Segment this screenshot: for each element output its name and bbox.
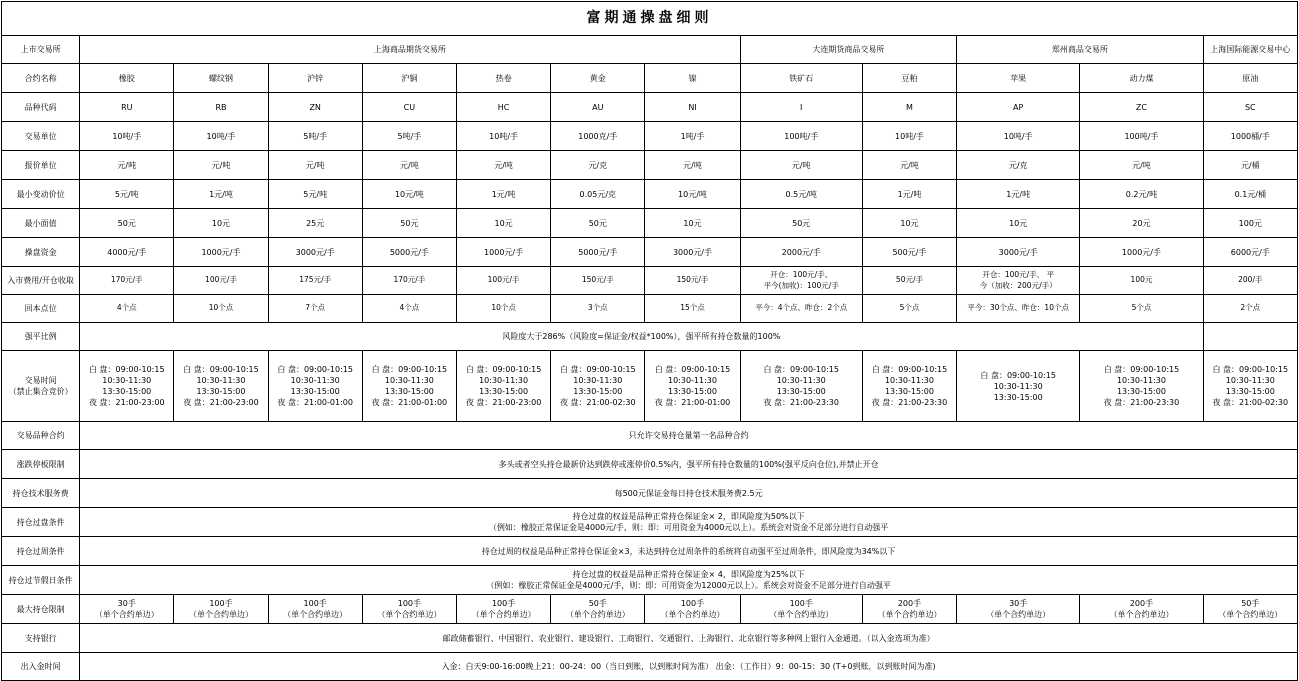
value-cell: 10元 — [645, 209, 740, 238]
value-cell: 10吨/手 — [456, 122, 550, 151]
value-cell: 元/吨 — [268, 151, 362, 180]
value-cell: 原油 — [1203, 64, 1297, 93]
value-cell: 170元/手 — [80, 267, 174, 295]
value-cell: 平今：4个点、昨仓：2个点 — [740, 295, 862, 323]
value-cell: 1元/吨 — [957, 180, 1080, 209]
value-cell: 黄金 — [551, 64, 645, 93]
value-cell: 15个点 — [645, 295, 740, 323]
value-cell: 豆粕 — [862, 64, 956, 93]
value-cell: 200手 （单个合约单边） — [862, 595, 956, 624]
value-cell: 沪锌 — [268, 64, 362, 93]
value-cell: 螺纹钢 — [174, 64, 268, 93]
value-cell: 0.5元/吨 — [740, 180, 862, 209]
overnight-row — [2, 508, 1298, 537]
quote-row — [2, 151, 1298, 180]
value-cell: 白 盘：09:00-10:15 10:30-11:30 13:30-15:00 夜 盘：21:00-01:00 — [362, 351, 456, 422]
code-row — [2, 93, 1298, 122]
service-fee-row — [2, 479, 1298, 508]
exchange-cell: 上海国际能源交易中心 — [1203, 36, 1297, 64]
value-cell: 沪铜 — [362, 64, 456, 93]
empty-cell — [1203, 323, 1297, 351]
value-cell: 2个点 — [1203, 295, 1297, 323]
value-cell: 1000元/手 — [456, 238, 550, 267]
exchange-row — [2, 36, 1298, 64]
value-cell: 1元/吨 — [174, 180, 268, 209]
value-cell: 1元/吨 — [456, 180, 550, 209]
value-cell: SC — [1203, 93, 1297, 122]
value-cell: AU — [551, 93, 645, 122]
value-cell: 元/吨 — [740, 151, 862, 180]
min-value-row — [2, 209, 1298, 238]
value-cell: 白 盘：09:00-10:15 10:30-11:30 13:30-15:00 夜 盘：21:00-23:30 — [740, 351, 862, 422]
row-label: 最大持仓限制 — [2, 595, 80, 624]
unit-row — [2, 122, 1298, 151]
value-cell: 30手 （单个合约单边） — [957, 595, 1080, 624]
value-cell: 白 盘：09:00-10:15 10:30-11:30 13:30-15:00 夜 盘：21:00-01:00 — [268, 351, 362, 422]
value-cell: 10吨/手 — [174, 122, 268, 151]
value-cell: 10元 — [957, 209, 1080, 238]
value-cell: 50元 — [80, 209, 174, 238]
value-cell: 50手 （单个合约单边） — [551, 595, 645, 624]
bank-row — [2, 624, 1298, 653]
value-cell: 20元 — [1080, 209, 1203, 238]
value-cell: 10元 — [862, 209, 956, 238]
value-cell: 30手 （单个合约单边） — [80, 595, 174, 624]
value-cell: 3000元/手 — [268, 238, 362, 267]
value-cell: 苹果 — [957, 64, 1080, 93]
value-cell: 开仓：100元/手、 平今(加收)：100元/手 — [740, 267, 862, 295]
value-cell: 白 盘：09:00-10:15 10:30-11:30 13:30-15:00 夜 盘：21:00-23:00 — [80, 351, 174, 422]
row-label: 交易单位 — [2, 122, 80, 151]
row-text: 多头或者空头持仓最新价达到跌停或涨停价0.5%内，强平所有持仓数量的100%(强平反向仓位),并禁止开仓 — [80, 450, 1298, 479]
value-cell: 100手 （单个合约单边） — [645, 595, 740, 624]
row-label: 交易品种合约 — [2, 422, 80, 450]
row-label: 强平比例 — [2, 323, 80, 351]
value-cell: 3000元/手 — [645, 238, 740, 267]
value-cell: 10吨/手 — [80, 122, 174, 151]
value-cell: 175元/手 — [268, 267, 362, 295]
row-label: 持仓过节假日条件 — [2, 566, 80, 595]
value-cell: 100手 （单个合约单边） — [740, 595, 862, 624]
value-cell: 橡胶 — [80, 64, 174, 93]
value-cell: ZC — [1080, 93, 1203, 122]
page-title: 富期通操盘细则 — [2, 2, 1298, 36]
row-label: 持仓过盘条件 — [2, 508, 80, 537]
exchange-cell: 大连期货商品交易所 — [740, 36, 956, 64]
value-cell: 50手 （单个合约单边） — [1203, 595, 1297, 624]
value-cell: 10吨/手 — [862, 122, 956, 151]
row-label: 涨跌停板限制 — [2, 450, 80, 479]
value-cell: 100元 — [1203, 209, 1297, 238]
value-cell: 10吨/手 — [957, 122, 1080, 151]
value-cell: 元/吨 — [80, 151, 174, 180]
row-label: 最小变动价位 — [2, 180, 80, 209]
value-cell: 热卷 — [456, 64, 550, 93]
breakeven-row — [2, 295, 1298, 323]
row-label: 持仓技术服务费 — [2, 479, 80, 508]
value-cell: 0.05元/克 — [551, 180, 645, 209]
value-cell: 元/吨 — [362, 151, 456, 180]
value-cell: 4000元/手 — [80, 238, 174, 267]
value-cell: 2000元/手 — [740, 238, 862, 267]
value-cell: 5吨/手 — [268, 122, 362, 151]
row-label: 回本点位 — [2, 295, 80, 323]
value-cell: 4个点 — [80, 295, 174, 323]
value-cell: 100元/手 — [456, 267, 550, 295]
value-cell: 100手 （单个合约单边） — [174, 595, 268, 624]
value-cell: 10元 — [456, 209, 550, 238]
value-cell: 100吨/手 — [740, 122, 862, 151]
row-text: 持仓过周的权益是品种正常持仓保证金×3，未达到持仓过周条件的系统将自动强平至过周条件，即风险度为34%以下 — [80, 537, 1298, 566]
value-cell: 白 盘：09:00-10:15 10:30-11:30 13:30-15:00 夜 盘：21:00-23:30 — [862, 351, 956, 422]
row-text: 入金：白天9:00-16:00晚上21：00-24：00（当日到账，以到账时间为准） 出金：（工作日）9：00-15：30 (T+0到账，以到账时间为准) — [80, 653, 1298, 681]
value-cell: 150元/手 — [551, 267, 645, 295]
value-cell: 5000元/手 — [551, 238, 645, 267]
row-label: 报价单位 — [2, 151, 80, 180]
value-cell: 0.2元/吨 — [1080, 180, 1203, 209]
holiday-row — [2, 566, 1298, 595]
funds-row — [2, 653, 1298, 681]
row-text: 邮政储蓄银行、中国银行、农业银行、建设银行、工商银行、交通银行、上海银行、北京银行等多种网上银行入金通道。（以入金选项为准） — [80, 624, 1298, 653]
value-cell: 100元 — [1080, 267, 1203, 295]
rules-sheet — [0, 1, 1299, 677]
value-cell: 白 盘：09:00-10:15 10:30-11:30 13:30-15:00 夜 盘：21:00-02:30 — [551, 351, 645, 422]
title-row — [2, 2, 1298, 36]
value-cell: 元/克 — [551, 151, 645, 180]
trading-time-row — [2, 351, 1298, 422]
value-cell: M — [862, 93, 956, 122]
exchange-cell: 上海商品期货交易所 — [80, 36, 740, 64]
max-position-row — [2, 595, 1298, 624]
row-label: 品种代码 — [2, 93, 80, 122]
product-row — [2, 422, 1298, 450]
value-cell: 200手 （单个合约单边） — [1080, 595, 1203, 624]
row-label: 最小面值 — [2, 209, 80, 238]
value-cell: 元/吨 — [174, 151, 268, 180]
value-cell: 150元/手 — [645, 267, 740, 295]
value-cell: 白 盘：09:00-10:15 10:30-11:30 13:30-15:00 夜 盘：21:00-01:00 — [645, 351, 740, 422]
row-label: 支持银行 — [2, 624, 80, 653]
row-label: 交易时间 （禁止集合竞价） — [2, 351, 80, 422]
value-cell: 3个点 — [551, 295, 645, 323]
value-cell: 3000元/手 — [957, 238, 1080, 267]
row-text: 每500元保证金每日持仓技术服务费2.5元 — [80, 479, 1298, 508]
value-cell: 25元 — [268, 209, 362, 238]
value-cell: 170元/手 — [362, 267, 456, 295]
value-cell: 10元/吨 — [645, 180, 740, 209]
value-cell: 1元/吨 — [862, 180, 956, 209]
weekend-row — [2, 537, 1298, 566]
value-cell: I — [740, 93, 862, 122]
value-cell: 5个点 — [862, 295, 956, 323]
value-cell: 元/吨 — [862, 151, 956, 180]
value-cell: 1000克/手 — [551, 122, 645, 151]
row-label: 合约名称 — [2, 64, 80, 93]
value-cell: AP — [957, 93, 1080, 122]
value-cell: 白 盘：09:00-10:15 10:30-11:30 13:30-15:00 夜 盘：21:00-23:30 — [1080, 351, 1203, 422]
value-cell: 元/克 — [957, 151, 1080, 180]
value-cell: 100吨/手 — [1080, 122, 1203, 151]
value-cell: 白 盘：09:00-10:15 10:30-11:30 13:30-15:00 夜 盘：21:00-02:30 — [1203, 351, 1297, 422]
liquidation-row — [2, 323, 1298, 351]
value-cell: 白 盘：09:00-10:15 10:30-11:30 13:30-15:00 夜 盘：21:00-23:00 — [456, 351, 550, 422]
contract-row — [2, 64, 1298, 93]
value-cell: NI — [645, 93, 740, 122]
value-cell: 1吨/手 — [645, 122, 740, 151]
value-cell: 5元/吨 — [268, 180, 362, 209]
row-text: 只允许交易持仓量第一名品种合约 — [80, 422, 1298, 450]
value-cell: 100手 （单个合约单边） — [362, 595, 456, 624]
row-text: 持仓过盘的权益是品种正常持仓保证金× 4，即风险度为25%以下 （例如：橡胶正常保证金是4000元/手，则：即：可用资金为12000元以上）。系统会对资金不足部分进行自动强平 — [80, 566, 1298, 595]
value-cell: 50元 — [362, 209, 456, 238]
value-cell: 100手 （单个合约单边） — [456, 595, 550, 624]
value-cell: CU — [362, 93, 456, 122]
value-cell: 5元/吨 — [80, 180, 174, 209]
tick-row — [2, 180, 1298, 209]
value-cell: 开仓：100元/手、 平 今（加收：200元/手） — [957, 267, 1080, 295]
value-cell: 50元 — [740, 209, 862, 238]
value-cell: 100手 （单个合约单边） — [268, 595, 362, 624]
value-cell: RU — [80, 93, 174, 122]
rules-table — [1, 1, 1298, 681]
value-cell: 50元/手 — [862, 267, 956, 295]
value-cell: 500元/手 — [862, 238, 956, 267]
capital-row — [2, 238, 1298, 267]
fee-row — [2, 267, 1298, 295]
value-cell: 10个点 — [456, 295, 550, 323]
row-label: 上市交易所 — [2, 36, 80, 64]
value-cell: 10元 — [174, 209, 268, 238]
value-cell: HC — [456, 93, 550, 122]
row-text: 风险度大于286%（风险度=保证金/权益*100%），强平所有持仓数量的100% — [80, 323, 1203, 351]
value-cell: 0.1元/桶 — [1203, 180, 1297, 209]
value-cell: ZN — [268, 93, 362, 122]
row-label: 持仓过周条件 — [2, 537, 80, 566]
value-cell: 5个点 — [1080, 295, 1203, 323]
value-cell: 100元/手 — [174, 267, 268, 295]
value-cell: 白 盘：09:00-10:15 10:30-11:30 13:30-15:00 — [957, 351, 1080, 422]
limit-row — [2, 450, 1298, 479]
value-cell: 动力煤 — [1080, 64, 1203, 93]
row-label: 操盘资金 — [2, 238, 80, 267]
value-cell: RB — [174, 93, 268, 122]
value-cell: 元/吨 — [1080, 151, 1203, 180]
exchange-cell: 郑州商品交易所 — [957, 36, 1204, 64]
row-text: 持仓过盘的权益是品种正常持仓保证金× 2，即风险度为50%以下 （例如：橡胶正常保证金是4000元/手，则：即：可用资金为4000元以上）。系统会对资金不足部分进行自动强平 — [80, 508, 1298, 537]
value-cell: 铁矿石 — [740, 64, 862, 93]
value-cell: 6000元/手 — [1203, 238, 1297, 267]
value-cell: 200/手 — [1203, 267, 1297, 295]
value-cell: 4个点 — [362, 295, 456, 323]
value-cell: 7个点 — [268, 295, 362, 323]
value-cell: 元/吨 — [456, 151, 550, 180]
value-cell: 平今：30个点、昨仓：10个点 — [957, 295, 1080, 323]
value-cell: 1000元/手 — [174, 238, 268, 267]
value-cell: 1000桶/手 — [1203, 122, 1297, 151]
value-cell: 10元/吨 — [362, 180, 456, 209]
row-label: 入市费用/开仓收取 — [2, 267, 80, 295]
value-cell: 镍 — [645, 64, 740, 93]
row-label: 出入金时间 — [2, 653, 80, 681]
value-cell: 5吨/手 — [362, 122, 456, 151]
value-cell: 元/吨 — [645, 151, 740, 180]
value-cell: 1000元/手 — [1080, 238, 1203, 267]
value-cell: 50元 — [551, 209, 645, 238]
value-cell: 元/桶 — [1203, 151, 1297, 180]
value-cell: 白 盘：09:00-10:15 10:30-11:30 13:30-15:00 夜 盘：21:00-23:00 — [174, 351, 268, 422]
value-cell: 5000元/手 — [362, 238, 456, 267]
value-cell: 10个点 — [174, 295, 268, 323]
